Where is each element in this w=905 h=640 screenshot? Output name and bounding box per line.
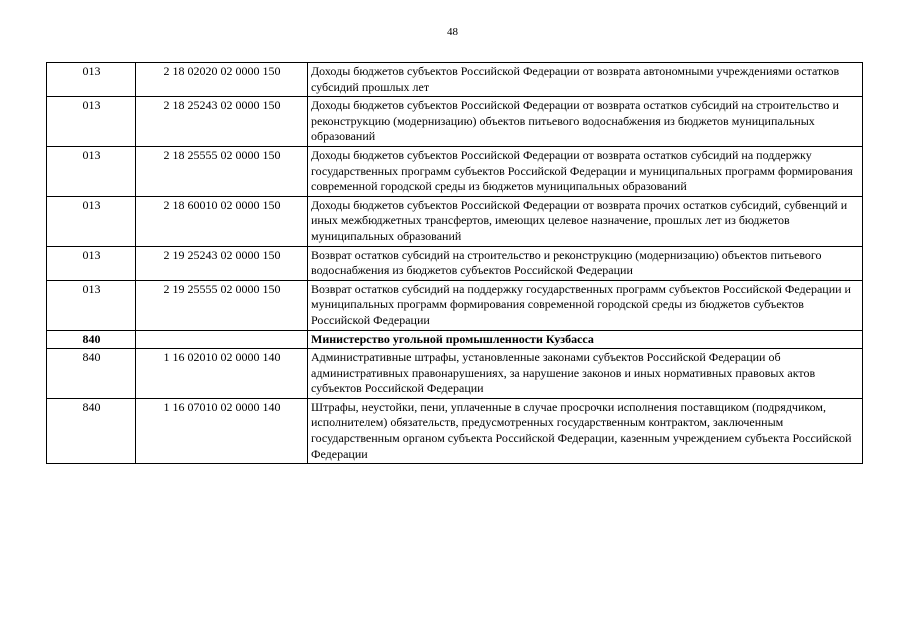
admin-code-cell: 013 [47, 63, 136, 97]
income-code-cell: 1 16 02010 02 0000 140 [136, 349, 308, 399]
admin-code-cell: 840 [47, 349, 136, 399]
admin-code-cell: 013 [47, 97, 136, 147]
table-row [47, 246, 863, 280]
admin-code-cell: 013 [47, 280, 136, 330]
table-row [47, 398, 863, 463]
table-row [47, 63, 863, 97]
admin-code-cell: 013 [47, 196, 136, 246]
income-name-cell: Штрафы, неустойки, пени, уплаченные в случае просрочки исполнения поставщиком (подрядчиком, исполнителем) обязательств, предусмотренных государственным контрактом, заключенным государственным органом субъекта Российской Федерации, казенным учреждением субъекта Российской Федерации [308, 398, 863, 463]
admin-code-cell: 013 [47, 246, 136, 280]
income-name-cell: Возврат остатков субсидий на строительство и реконструкцию (модернизацию) объектов питьевого водоснабжения из бюджетов субъектов Российской Федерации [308, 246, 863, 280]
section-header-row [47, 330, 863, 349]
table-row [47, 349, 863, 399]
admin-code-cell: 840 [47, 398, 136, 463]
budget-classification-table [46, 62, 863, 464]
income-code-cell: 2 19 25243 02 0000 150 [136, 246, 308, 280]
table-row [47, 280, 863, 330]
table-row [47, 196, 863, 246]
income-name-cell: Доходы бюджетов субъектов Российской Федерации от возврата остатков субсидий на строительство и реконструкцию (модернизацию) объектов питьевого водоснабжения из бюджетов муниципальных образований [308, 97, 863, 147]
income-name-cell: Доходы бюджетов субъектов Российской Федерации от возврата остатков субсидий на поддержку государственных программ субъектов Российской Федерации и муниципальных программ формирования современной городской среды из бюджетов муниципальных образований [308, 146, 863, 196]
income-name-cell: Административные штрафы, установленные законами субъектов Российской Федерации об административных правонарушениях, за нарушение законов и иных нормативных правовых актов субъектов Российской Федерации [308, 349, 863, 399]
income-code-cell: 2 18 25243 02 0000 150 [136, 97, 308, 147]
income-code-cell: 2 18 25555 02 0000 150 [136, 146, 308, 196]
income-name-cell: Доходы бюджетов субъектов Российской Федерации от возврата автономными учреждениями остатков субсидий прошлых лет [308, 63, 863, 97]
section-title-cell: Министерство угольной промышленности Кузбасса [308, 330, 863, 349]
income-code-cell [136, 330, 308, 349]
table-row [47, 146, 863, 196]
income-name-cell: Доходы бюджетов субъектов Российской Федерации от возврата прочих остатков субсидий, субвенций и иных межбюджетных трансфертов, имеющих целевое назначение, прошлых лет из бюджетов муниципальных образований [308, 196, 863, 246]
income-name-cell: Возврат остатков субсидий на поддержку государственных программ субъектов Российской Федерации и муниципальных программ формирования современной городской среды из бюджетов субъектов Российской Федерации [308, 280, 863, 330]
admin-code-cell: 840 [47, 330, 136, 349]
income-code-cell: 1 16 07010 02 0000 140 [136, 398, 308, 463]
page-number: 48 [447, 26, 458, 38]
income-code-cell: 2 18 02020 02 0000 150 [136, 63, 308, 97]
income-code-cell: 2 19 25555 02 0000 150 [136, 280, 308, 330]
income-code-cell: 2 18 60010 02 0000 150 [136, 196, 308, 246]
admin-code-cell: 013 [47, 146, 136, 196]
table-row [47, 97, 863, 147]
